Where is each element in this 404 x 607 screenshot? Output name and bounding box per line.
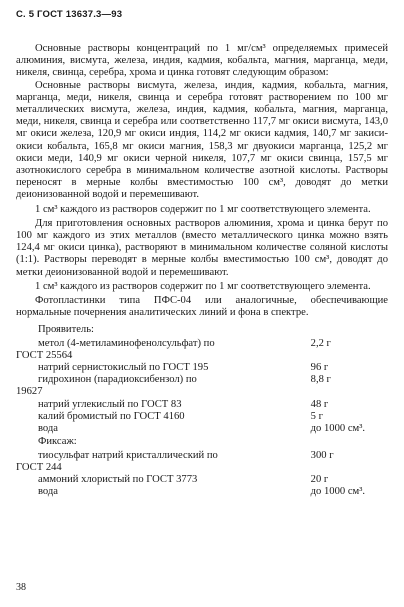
paragraph-aluminium-chromium-zinc: Для приготовления основных растворов алюминия, хрома и цинка берут по 100 мг каждого из этих металлов (вместо металлического цинка можно взять 124,4 мг окиси цинка), растворяют в минимальном количестве соляной кислоты (1:1). Растворы переводят в мерные колбы вместимостью 100 см³, доводят до метки деионизованной водой и перемешивают. (16, 217, 388, 278)
reagent-name: калий бромистый по ГОСТ 4160 (38, 410, 185, 422)
reagent-name: тиосульфат натрий кристаллический по (38, 449, 218, 461)
developer-row (38, 338, 388, 350)
page-number: 38 (16, 582, 26, 593)
reagent-name: вода (38, 486, 59, 498)
developer-list (16, 338, 388, 436)
reagent-name: натрий углекислый по ГОСТ 83 (38, 398, 182, 410)
reagent-quantity: 96 г (310, 362, 329, 374)
developer-row (38, 362, 388, 374)
fixer-row (38, 450, 388, 462)
fixer-list (16, 450, 388, 499)
reagent-name: аммоний хлористый по ГОСТ 3773 (38, 473, 198, 485)
reagent-standard: ГОСТ 25564 (16, 349, 73, 361)
developer-row (38, 399, 388, 411)
developer-label: Проявитель: (38, 324, 94, 336)
reagent-name: натрий сернистокислый по ГОСТ 195 (38, 362, 209, 374)
reagent-standard: ГОСТ 244 (16, 461, 62, 473)
reagent-name: вода (38, 423, 59, 435)
fixer-label: Фиксаж: (38, 436, 77, 448)
paragraph-photoplates: Фотопластинки типа ПФС-04 или аналогичные, обеспечивающие нормальные почернения аналитических линий и фона в спектре. (16, 295, 388, 319)
reagent-quantity: 48 г (310, 398, 329, 410)
reagent-quantity: 2,2 г (310, 337, 331, 349)
fixer-row (38, 474, 388, 486)
reagent-quantity: 20 г (310, 473, 329, 485)
reagent-name: метол (4-метиламинофенолсульфат) по (38, 337, 215, 349)
developer-row (38, 423, 388, 435)
reagent-quantity: до 1000 см³. (310, 486, 366, 498)
reagent-standard: 19627 (16, 386, 43, 398)
page-content (16, 43, 388, 498)
paragraph-concentration-note-1: 1 см³ каждого из растворов содержит по 1 мг соответствующего элемента. (35, 203, 371, 215)
paragraph-stock-solutions-metals: Основные растворы висмута, железа, индия, кадмия, кобальта, магния, марганца, меди, никеля, свинца и серебра готовят растворением по 100 мг металлических висмута, железа, индия, кадмия, кобальта, магния, марганца, меди, никеля, свинца и серебра или соответственно 117,7 мг окиси висмута, 143,0 мг окиси железа, 120,9 мг окиси индия, 114,2 мг окиси кадмия, 140,7 мг закиси-окиси кобальта, 165,8 мг окиси магния, 158,3 мг двуокиси марганца, 125,2 мг окиси меди, 140,9 мг окиси черной никеля, 107,7 мг окиси свинца, 157,5 мг азотнокислого серебра в минимальном количестве азотной кислоты. Растворы переносят в мерные колбы вместимостью 100 см³, доводят до метки деионизованной водой и перемешивают. (16, 79, 388, 201)
reagent-quantity: 5 г (310, 410, 323, 422)
reagent-quantity: до 1000 см³. (310, 423, 366, 435)
developer-row (38, 411, 388, 423)
reagent-quantity: 8,8 г (310, 374, 331, 386)
reagent-name: гидрохинон (парадиоксибензол) по (38, 374, 197, 386)
fixer-row (38, 486, 388, 498)
paragraph-stock-solutions-intro: Основные растворы концентраций по 1 мг/см³ определяемых примесей алюминия, висмута, железа, индия, кадмия, кобальта, магния, марганца, меди, никеля, свинца, серебра, хрома и цинка готовят следующим образом: (16, 43, 388, 79)
reagent-quantity: 300 г (310, 449, 334, 461)
paragraph-concentration-note-2: 1 см³ каждого из растворов содержит по 1 мг соответствующего элемента. (35, 280, 371, 292)
page-header: С. 5 ГОСТ 13637.3—93 (16, 9, 123, 20)
developer-row (38, 374, 388, 386)
